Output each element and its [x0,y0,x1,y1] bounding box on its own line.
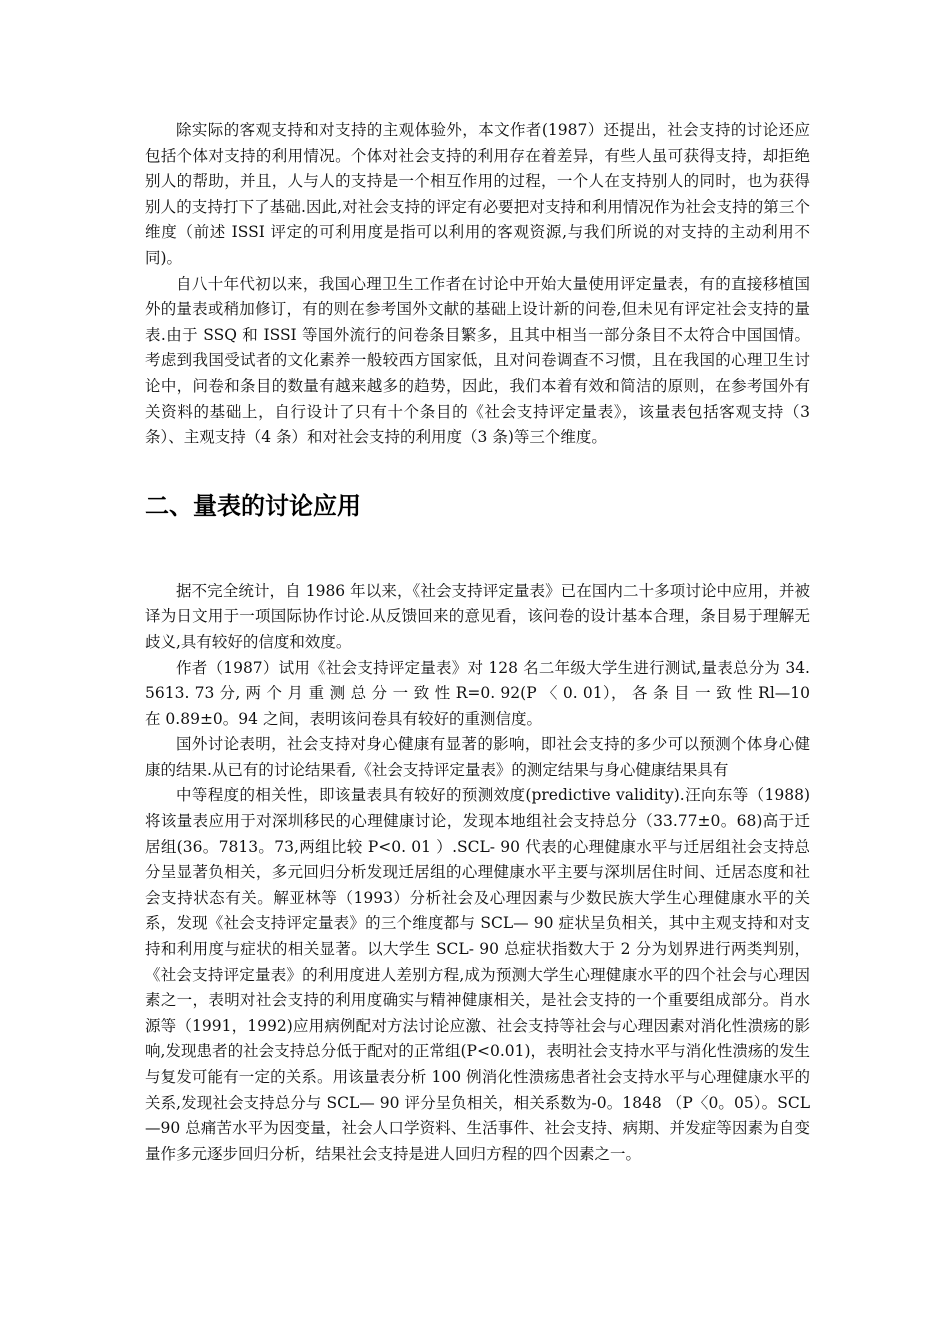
body-paragraph: 国外讨论表明，社会支持对身心健康有显著的影响，即社会支持的多少可以预测个体身心健康的结果.从已有的讨论结果看,《社会支持评定量表》的测定结果与身心健康结果具有 [145,735,810,779]
document-page [145,118,810,1167]
body-paragraph: 中等程度的相关性，即该量表具有较好的预测效度(predictive validity).汪向东等（1988)将该量表应用于对深圳移民的心理健康讨论，发现本地组社会支持总分（33.77±0。68)高于迁居组(36。7813。73,两组比较 P<0. 01 ）.SCL- 90 代表的心理健康水平与迁居组社会支持总分呈显著负相关，多元回归分析发现迁居组的心理健康水平主要与深圳居住时间、迁居态度和社会支持状态有关。解亚林等（1993）分析社会及心理因素与少数民族大学生心理健康水平的关系，发现《社会支持评定量表》的三个维度都与 SCL— 90 症状呈负相关，其中主观支持和对支持和利用度与症状的相关显著。以大学生 SCL- 90 总症状指数大于 2 分为划界进行两类判别，《社会支持评定量表》的利用度进人差别方程,成为预测大学生心理健康水平的四个社会与心理因素之一，表明对社会支持的利用度确实与精神健康相关，是社会支持的一个重要组成部分。肖水源等（1991，1992)应用病例配对方法讨论应激、社会支持等社会与心理因素对消化性溃疡的影响,发现患者的社会支持总分低于配对的正常组(P<0.01)，表明社会支持水平与消化性溃疡的发生与复发可能有一定的关系。用该量表分析 100 例消化性溃疡患者社会支持水平与心理健康水平的关系,发现社会支持总分与 SCL— 90 评分呈负相关，相关系数为-0。1848 （P〈0。05）。SCL—90 总痛苦水平为因变量，社会人口学资料、生活事件、社会支持、病期、并发症等因素为自变量作多元逐步回归分析，结果社会支持是进人回归方程的四个因素之一。 [145,786,810,1163]
section-heading: 二、量表的讨论应用 [145,491,361,520]
body-paragraph: 据不完全统计，自 1986 年以来，《社会支持评定量表》已在国内二十多项讨论中应用，并被译为日文用于一项国际协作讨论.从反馈回来的意见看，该问卷的设计基本合理，条目易于理解无歧义,具有较好的信度和效度。 [145,581,810,651]
body-paragraph: 自八十年代初以来，我国心理卫生工作者在讨论中开始大量使用评定量表，有的直接移植国外的量表或稍加修订，有的则在参考国外文献的基础上设计新的问卷,但未见有评定社会支持的量表.由于 SSQ 和 ISSI 等国外流行的问卷条目繁多，且其中相当一部分条目不太符合中国国情。考虑到我国受试者的文化素养一般较西方国家低，且对问卷调查不习惯，且在我国的心理卫生讨论中，问卷和条目的数量有越来越多的趋势，因此，我们本着有效和简洁的原则，在参考国外有关资料的基础上，自行设计了只有十个条目的《社会支持评定量表》，该量表包括客观支持（3 条）、主观支持（4 条）和对社会支持的利用度（3 条)等三个维度。 [145,274,810,447]
body-paragraph: 作者（1987）试用《社会支持评定量表》对 128 名二年级大学生进行测试,量表总分为 34. 5613. 73 分, 两 个 月 重 测 总 分 一 致 性 R=0. 92(P 〈 0. 01）， 各 条 目 一 致 性 Rl—10 在 0.89±0。94 之间，表明该问卷具有较好的重测信度。 [145,658,811,728]
body-paragraph: 除实际的客观支持和对支持的主观体验外，本文作者(1987）还提出，社会支持的讨论还应包括个体对支持的利用情况。个体对社会支持的利用存在着差异，有些人虽可获得支持，却拒绝别人的帮助，并且，人与人的支持是一个相互作用的过程，一个人在支持别人的同时，也为获得别人的支持打下了基础.因此,对社会支持的评定有必要把对支持和利用情况作为社会支持的第三个维度（前述 ISSI 评定的可利用度是指可以利用的客观资源,与我们所说的对支持的主动利用不同)。 [145,121,810,267]
